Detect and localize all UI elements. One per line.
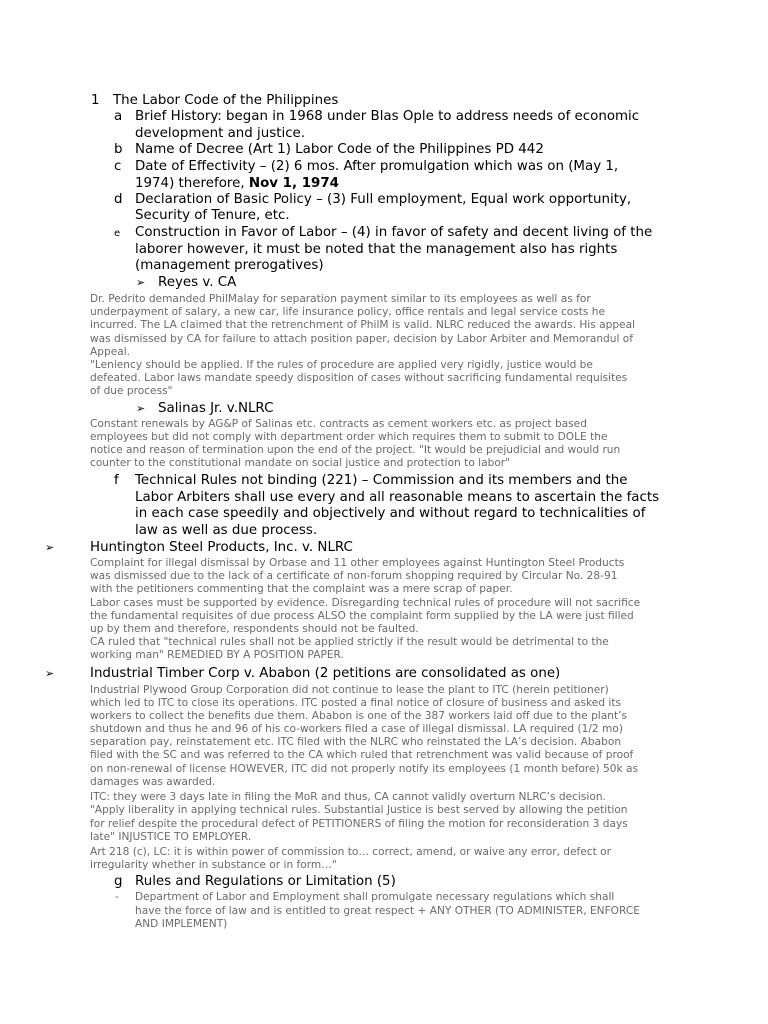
list-marker-c: c (114, 159, 122, 174)
list-item-c-line: Date of Effectivity – (2) 6 mos. After promulgation which was on (May 1, (135, 159, 619, 174)
case-title-huntington: Huntington Steel Products, Inc. v. NLRC (90, 540, 353, 555)
list-item-e-line: (management prerogatives) (135, 258, 324, 273)
case-title-salinas: Salinas Jr. v.NLRC (158, 401, 274, 416)
list-marker-d: d (114, 192, 123, 207)
list-item-a-line: development and justice. (135, 126, 306, 141)
list-item-e-line: Construction in Favor of Labor – (4) in favor of safety and decent living of the (135, 225, 653, 240)
list-item-f-line: Labor Arbiters shall use every and all reasonable means to ascertain the facts (135, 490, 660, 505)
case-note-line: notice and reason of termination upon the end of the project. "It would be prejudicial and would run (90, 444, 621, 456)
case-note-line: ITC: they were 3 days late in filing the MoR and thus, CA cannot validly overturn NLRC’s decision. (90, 791, 606, 803)
case-note-line: employees but did not comply with department order which requires them to submit to DOLE the (90, 431, 608, 443)
case-note-line: on non-renewal of license HOWEVER, ITC did not properly notify its employees (1 month before) 50k as (90, 763, 639, 775)
list-item-c-line (135, 176, 339, 193)
case-note-line: of due process" (90, 385, 173, 397)
list-marker-b: b (114, 142, 123, 157)
list-marker-e: e (114, 228, 121, 239)
case-note-line: Labor cases must be supported by evidence. Disregarding technical rules of procedure will not sacrifice (90, 597, 641, 609)
case-note-line: up by them and therefore, respondents should not be faulted. (90, 623, 419, 635)
case-note-line: workers to collect the benefits due them. Ababon is one of the 387 workers laid off due to the plant’s (90, 710, 627, 722)
case-note-line: working man" REMEDIED BY A POSITION PAPER. (90, 649, 344, 661)
case-note-line: counter to the constitutional mandate on social justice and protection to labor" (90, 457, 511, 469)
case-note-line: Art 218 (c), LC: it is within power of commission to… correct, amend, or waive any error, defect or (90, 846, 611, 858)
case-note-line: "Leniency should be applied. If the rules of procedure are applied very rigidly, justice would be (90, 359, 593, 371)
case-title-industrial: Industrial Timber Corp v. Ababon (2 petitions are consolidated as one) (90, 666, 561, 681)
arrow-bullet-icon: ➢ (136, 276, 146, 289)
arrow-bullet-icon: ➢ (45, 541, 55, 554)
case-note-line: incurred. The LA claimed that the retrenchment of PhilM is valid. NLRC reduced the awards. His appeal (90, 319, 636, 331)
note-line: Department of Labor and Employment shall promulgate necessary regulations which shall (135, 891, 615, 903)
arrow-bullet-icon: ➢ (136, 402, 146, 415)
section-title: The Labor Code of the Philippines (113, 93, 339, 108)
section-title-g: Rules and Regulations or Limitation (5) (135, 874, 396, 889)
arrow-bullet-icon: ➢ (45, 667, 55, 680)
list-marker-f: f (114, 473, 119, 488)
case-note-line: defeated. Labor laws mandate speedy disposition of cases without sacrificing fundamental requisites (90, 372, 628, 384)
case-note-line: the fundamental requisites of due process ALSO the complaint form supplied by the LA were just filled (90, 610, 634, 622)
note-line: have the force of law and is entitled to great respect + ANY OTHER (TO ADMINISTER, ENFORCE (135, 905, 640, 917)
case-note-line: "Apply liberality in applying technical rules. Substantial Justice is best served by allowing the petition (90, 804, 628, 816)
list-item-a-line: Brief History: began in 1968 under Blas Ople to address needs of economic (135, 109, 640, 124)
case-note-line: late" INJUSTICE TO EMPLOYER. (90, 831, 252, 843)
case-note-line: separation pay, reinstatement etc. ITC filed with the NLRC who reinstated the LA’s decision. Ababon (90, 736, 622, 748)
list-item-f-line: law as well as due process. (135, 523, 318, 538)
case-note-line: for relief despite the procedural defect of PETITIONERS of filing the motion for reconsideration 3 days (90, 818, 628, 830)
case-note-line: Dr. Pedrito demanded PhilMalay for separation payment similar to its employees as well as for (90, 293, 591, 305)
list-item-b-line: Name of Decree (Art 1) Labor Code of the Philippines PD 442 (135, 142, 544, 157)
item-number: 1 (91, 93, 100, 108)
case-note-line: Constant renewals by AG&P of Salinas etc. contracts as cement workers etc. as project based (90, 418, 587, 430)
list-item-f-line: Technical Rules not binding (221) – Commission and its members and the (135, 473, 628, 488)
list-item-d-line: Declaration of Basic Policy – (3) Full employment, Equal work opportunity, (135, 192, 632, 207)
dash-bullet: - (115, 891, 119, 903)
effectivity-date: Nov 1, 1974 (248, 176, 339, 191)
case-note-line: irregularity whether in substance or in form…" (90, 859, 337, 871)
case-note-line: with the petitioners commenting that the complaint was a mere scrap of paper. (90, 583, 513, 595)
list-marker-a: a (114, 109, 123, 124)
text-run: 1974) therefore, (135, 176, 249, 191)
list-item-d-line: Security of Tenure, etc. (135, 208, 290, 223)
case-note-line: which led to ITC to close its operations. ITC posted a final notice of closure of business and asked its (90, 697, 622, 709)
case-note-line: CA ruled that "technical rules shall not be applied strictly if the result would be detrimental to the (90, 636, 609, 648)
case-title-reyes: Reyes v. CA (158, 275, 237, 290)
case-note-line: damages was awarded. (90, 776, 216, 788)
list-item-f-line: in each case speedily and objectively and without regard to technicalities of (135, 506, 646, 521)
list-marker-g: g (114, 874, 123, 889)
case-note-line: filed with the SC and was referred to the CA which ruled that retrenchment was valid because of proof (90, 749, 634, 761)
note-line: AND IMPLEMENT) (135, 918, 228, 930)
case-note-line: Complaint for illegal dismissal by Orbase and 11 other employees against Huntington Steel Products (90, 557, 625, 569)
case-note-line: Industrial Plywood Group Corporation did not continue to lease the plant to ITC (herein petitioner) (90, 684, 609, 696)
case-note-line: was dismissed by CA for failure to attach position paper, decision by Labor Arbiter and Memorandul of (90, 333, 634, 345)
case-note-line: underpayment of salary, a new car, life insurance policy, office rentals and legal service costs he (90, 306, 606, 318)
case-note-line: was dismissed due to the lack of a certificate of non-forum shopping required by Circular No. 28-91 (90, 570, 618, 582)
list-item-e-line: laborer however, it must be noted that the management also has rights (135, 242, 618, 257)
case-note-line: shutdown and thus he and 96 of his co-workers filed a case of illegal dismissal. LA required (1/2 mo) (90, 723, 623, 735)
case-note-line: Appeal. (90, 346, 131, 358)
